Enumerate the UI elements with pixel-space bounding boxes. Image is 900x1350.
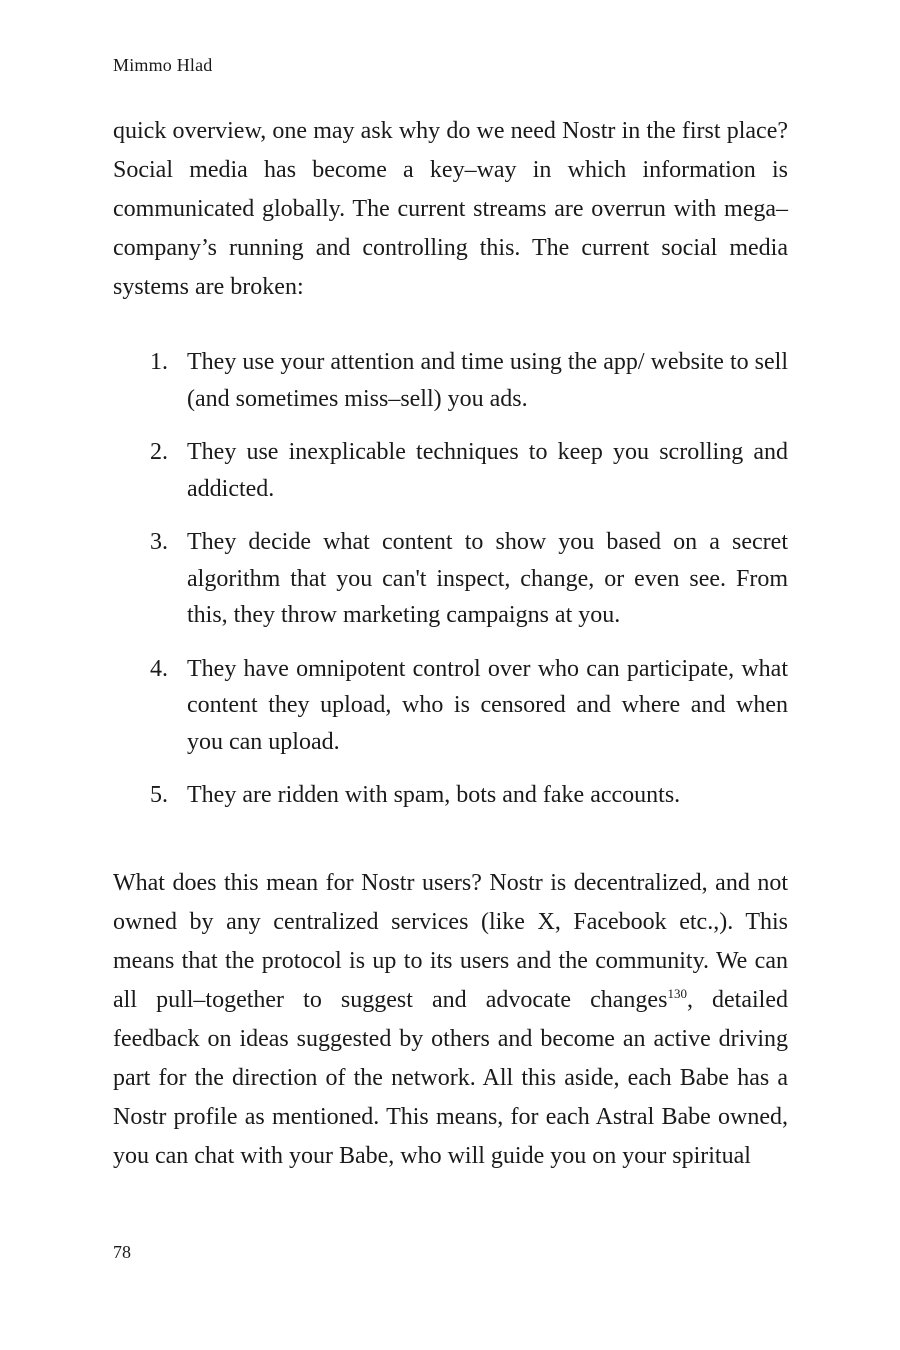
list-item [150,344,788,417]
list-text: They use your attention and time using the app/ website to sell (and sometimes miss–sell) you ads. [187,349,788,412]
list-text: They decide what content to show you based on a secret algorithm that you can't inspect, change, or even see. From this, they throw marketing campaigns at you. [187,529,788,628]
paragraph-text [113,864,788,1176]
list-number: 4. [150,655,168,682]
list-item [150,651,788,761]
paragraph-text: quick overview, one may ask why do we need Nostr in the first place? Social media has become a key–way in which information is communicated globally. The current streams are overrun with mega–company’s running and controlling this. The current social media systems are broken: [113,118,788,300]
body-paragraph-2 [113,864,788,1176]
list-number: 2. [150,439,168,465]
list-text: They use inexplicable techniques to keep you scrolling and addicted. [187,439,788,502]
list-item [150,434,788,507]
body-paragraph-1 [113,112,788,307]
numbered-list [150,344,788,831]
footnote-reference[interactable]: 130 [667,986,687,1001]
page-number: 78 [113,1242,131,1262]
running-head: Mimmo Hlad [113,55,213,75]
list-number: 5. [150,782,168,808]
paragraph-text-before-footnote: What does this mean for Nostr users? Nostr is decentralized, and not owned by any centralized services (like X, Facebook etc.,). This means that the protocol is up to its users and the community. We can all pull–together to suggest and advocate changes [113,870,788,1013]
list-text: They have omnipotent control over who can participate, what content they upload, who is censored and where and when you can upload. [187,655,788,755]
list-number: 3. [150,529,168,555]
list-item [150,524,788,634]
list-item [150,777,788,814]
list-text: They are ridden with spam, bots and fake accounts. [187,782,681,808]
list-number: 1. [150,349,168,375]
paragraph-text-after-footnote: , detailed feedback on ideas suggested by others and become an active driving part for the direction of the network. All this aside, each Babe has a Nostr profile as mentioned. This means, for each Astral Babe owned, you can chat with your Babe, who will guide you on your spiritual [113,987,788,1169]
